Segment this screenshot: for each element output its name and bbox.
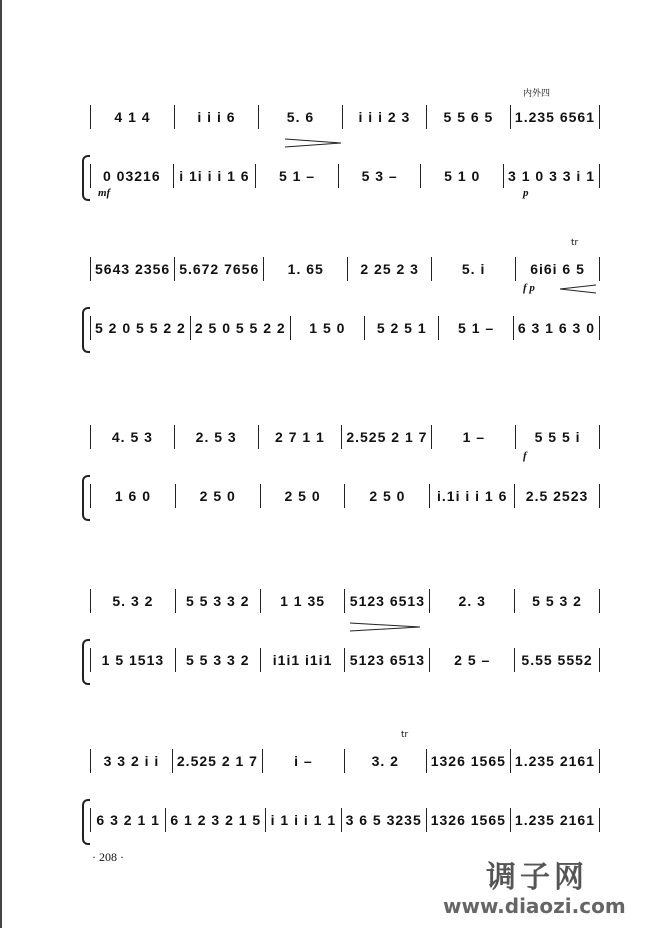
measure — [514, 484, 600, 508]
score-mark: mf — [98, 187, 111, 199]
measure-notes: 2 5 0 5 5 2 2 — [194, 320, 286, 336]
measure-notes: 5123 6513 — [349, 652, 425, 668]
measure-notes: 5123 6513 — [349, 593, 425, 609]
measure — [344, 589, 429, 613]
upper-staff — [90, 102, 600, 132]
score-mark: p — [523, 187, 529, 199]
measure — [515, 425, 600, 449]
measure — [342, 105, 426, 129]
measure — [174, 425, 258, 449]
hairpin-icon — [350, 622, 420, 632]
measure-notes: i.1i i i 1 6 — [437, 488, 508, 504]
measure-notes: 2 5 – — [454, 652, 491, 668]
score-mark: f — [523, 450, 527, 462]
measure-notes: 5. 6 — [286, 109, 315, 125]
measure-notes: i i i 6 — [197, 109, 236, 125]
measure-notes: 6i6i 6 5 — [530, 261, 585, 277]
measure — [175, 484, 260, 508]
system-brace — [82, 475, 90, 521]
measure-notes: 1.235 6561 — [514, 109, 595, 125]
measure — [90, 164, 173, 188]
measure — [426, 808, 510, 832]
hairpin-icon — [285, 138, 341, 148]
upper-staff — [90, 746, 600, 776]
measure-notes: i 1 i i 1 1 — [270, 812, 337, 828]
measure-notes: 3. 2 — [371, 753, 399, 769]
measure-notes: i i i 2 3 — [358, 109, 411, 125]
measure-notes: 2.5 2523 — [525, 488, 589, 504]
measure — [90, 648, 175, 672]
measure — [262, 749, 344, 773]
measure-notes: 2 5 0 — [199, 488, 236, 504]
measure-notes: 5. i — [461, 261, 486, 277]
measure-notes: 5 2 0 5 5 2 2 — [95, 320, 186, 336]
measure-notes: 6 3 1 6 3 0 — [517, 320, 595, 336]
measure-notes: 2. 3 — [458, 593, 486, 609]
measure — [260, 484, 345, 508]
system-brace — [82, 799, 90, 845]
measure-notes: 1.235 2161 — [514, 812, 595, 828]
score-mark: tr — [571, 238, 579, 248]
measure-notes: 5 1 0 — [444, 168, 481, 184]
measure — [265, 808, 340, 832]
measure-notes: 2.525 2 1 7 — [176, 753, 258, 769]
hairpin-icon — [560, 284, 596, 294]
measure-notes: 5 2 5 1 — [376, 320, 427, 336]
measure-notes: 1 1 35 — [280, 593, 326, 609]
measure-notes: 4 1 4 — [114, 109, 151, 125]
lower-staff — [90, 313, 600, 343]
measure — [510, 749, 600, 773]
measure-notes: i1i1 i1i1 — [272, 652, 333, 668]
measure — [190, 316, 290, 340]
measure — [165, 808, 265, 832]
measure-notes: 1 – — [462, 429, 486, 445]
measure-notes: 5 3 – — [361, 168, 398, 184]
measure-notes: 1326 1565 — [430, 812, 506, 828]
measure-notes: 5 1 – — [278, 168, 316, 184]
page-number: · 208 · — [92, 850, 124, 864]
measure-notes: 2 5 0 — [284, 488, 321, 504]
measure-notes: 1 6 0 — [114, 488, 151, 504]
measure — [172, 749, 262, 773]
measure-notes: i – — [294, 753, 313, 769]
measure — [90, 105, 174, 129]
measure — [255, 164, 338, 188]
score-mark: 内外四 — [523, 89, 551, 99]
system-brace — [82, 639, 90, 685]
measure-notes: 5 5 3 2 — [532, 593, 582, 609]
measure — [510, 105, 600, 129]
measure — [290, 316, 364, 340]
measure — [175, 648, 260, 672]
measure-notes: 3 6 5 3235 — [345, 812, 422, 828]
measure-notes: 1. 65 — [287, 261, 324, 277]
measure — [263, 257, 347, 281]
measure — [514, 648, 600, 672]
measure — [175, 589, 260, 613]
lower-staff — [90, 481, 600, 511]
measure-notes: 1 5 1513 — [101, 652, 165, 668]
measure — [338, 164, 421, 188]
measure — [347, 257, 431, 281]
measure-notes: 2 25 2 3 — [360, 261, 419, 277]
measure-notes: 4. 5 3 — [111, 429, 153, 445]
measure — [513, 316, 600, 340]
measure — [431, 257, 515, 281]
measure-notes: 5643 2356 — [95, 261, 171, 277]
measure — [90, 425, 174, 449]
measure — [429, 589, 514, 613]
measure — [90, 808, 165, 832]
measure-notes: 5.55 5552 — [521, 652, 593, 668]
measure — [341, 425, 431, 449]
measure — [260, 589, 345, 613]
measure — [438, 316, 512, 340]
score-mark: f p — [523, 282, 535, 294]
watermark-logo: 调子网 — [486, 860, 588, 895]
measure — [426, 105, 510, 129]
lower-staff — [90, 645, 600, 675]
measure-notes: 5 5 5 i — [534, 429, 581, 445]
measure — [515, 257, 600, 281]
measure-notes: 2.525 2 1 7 — [346, 429, 428, 445]
measure — [90, 589, 175, 613]
measure-notes: 1326 1565 — [430, 753, 506, 769]
measure — [258, 425, 342, 449]
measure-notes: 5.672 7656 — [179, 261, 260, 277]
measure — [426, 749, 510, 773]
measure — [90, 749, 172, 773]
measure — [260, 648, 345, 672]
upper-staff — [90, 422, 600, 452]
measure — [364, 316, 438, 340]
measure — [429, 484, 514, 508]
measure-notes: 5. 3 2 — [112, 593, 154, 609]
measure — [90, 257, 174, 281]
lower-staff — [90, 805, 600, 835]
upper-staff — [90, 254, 600, 284]
measure-notes: 6 3 2 1 1 — [96, 812, 160, 828]
measure — [429, 648, 514, 672]
measure — [90, 316, 190, 340]
score-mark: tr — [401, 730, 409, 740]
measure-notes: 5 1 – — [458, 320, 495, 336]
measure-notes: 0 03216 — [103, 168, 161, 184]
measure-notes: 5 5 3 3 2 — [185, 652, 250, 668]
measure-notes: 6 1 2 3 2 1 5 — [170, 812, 262, 828]
measure-notes: 2 5 0 — [369, 488, 406, 504]
measure-notes: 2 7 1 1 — [275, 429, 325, 445]
measure — [344, 484, 429, 508]
measure — [503, 164, 600, 188]
measure — [258, 105, 342, 129]
measure — [514, 589, 600, 613]
measure — [510, 808, 600, 832]
measure — [420, 164, 503, 188]
measure-notes: 3 3 2 i i — [103, 753, 160, 769]
system-brace — [82, 155, 90, 201]
measure-notes: 1 5 0 — [309, 320, 346, 336]
measure — [344, 749, 426, 773]
measure — [431, 425, 515, 449]
measure — [174, 257, 263, 281]
measure — [341, 808, 426, 832]
measure-notes: i 1i i i 1 6 — [179, 168, 250, 184]
measure-notes: 2. 5 3 — [195, 429, 237, 445]
measure-notes: 5 5 3 3 2 — [185, 593, 250, 609]
measure-notes: 3 1 0 3 3 i 1 — [508, 168, 595, 184]
page-edge-rule — [0, 0, 2, 928]
watermark-url: www.diaozi.com — [443, 894, 626, 918]
measure-notes: 5 5 6 5 — [443, 109, 494, 125]
upper-staff — [90, 586, 600, 616]
measure — [174, 105, 258, 129]
measure-notes: 1.235 2161 — [514, 753, 595, 769]
measure — [173, 164, 256, 188]
measure — [344, 648, 429, 672]
measure — [90, 484, 175, 508]
system-brace — [82, 307, 90, 353]
